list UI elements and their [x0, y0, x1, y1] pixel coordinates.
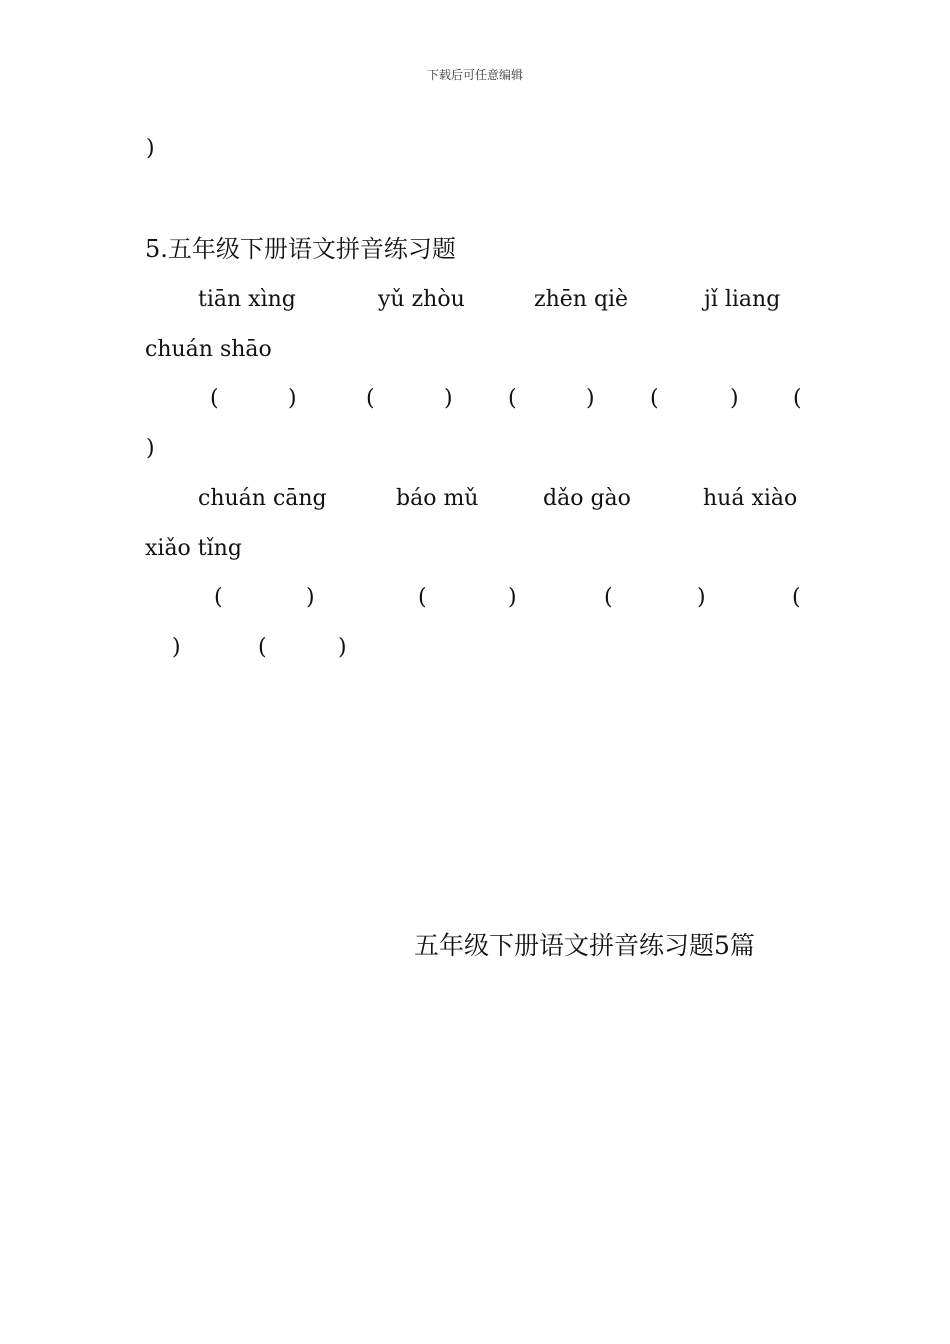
- answer-blank-close: ): [306, 585, 315, 610]
- answer-blank-open: (: [418, 585, 427, 610]
- pinyin-word: huá xiào: [703, 486, 798, 511]
- pinyin-word: yǔ zhòu: [378, 287, 465, 312]
- answer-blank-close: ): [146, 436, 155, 461]
- answer-blank-open: (: [366, 386, 375, 411]
- answer-blank-open: (: [258, 635, 267, 660]
- previous-blank-close: ): [146, 136, 155, 161]
- answer-blank-open: (: [650, 386, 659, 411]
- answer-blank-close: ): [730, 386, 739, 411]
- answer-blank-close: ): [586, 386, 595, 411]
- answer-blank-close: ): [172, 635, 181, 660]
- section-title: 5.五年级下册语文拼音练习题: [145, 235, 456, 263]
- pinyin-word: chuán shāo: [145, 337, 272, 362]
- answer-blank-open: (: [793, 386, 802, 411]
- answer-blank-open: (: [604, 585, 613, 610]
- answer-blank-close: ): [338, 635, 347, 660]
- pinyin-word: dǎo gào: [543, 486, 631, 511]
- pinyin-word: zhēn qiè: [534, 287, 629, 312]
- document-title: 五年级下册语文拼音练习题5篇: [414, 931, 755, 960]
- pinyin-word: chuán cāng: [198, 486, 327, 511]
- page-header: 下载后可任意编辑: [426, 68, 523, 82]
- answer-blank-open: (: [210, 386, 219, 411]
- pinyin-word: tiān xìng: [198, 287, 296, 312]
- answer-blank-open: (: [214, 585, 223, 610]
- answer-blank-close: ): [697, 585, 706, 610]
- pinyin-word: jǐ liang: [704, 287, 781, 312]
- answer-blank-close: ): [444, 386, 453, 411]
- answer-blank-close: ): [508, 585, 517, 610]
- pinyin-word: xiǎo tǐng: [145, 536, 242, 561]
- answer-blank-open: (: [508, 386, 517, 411]
- pinyin-word: báo mǔ: [396, 486, 479, 511]
- answer-blank-close: ): [288, 386, 297, 411]
- answer-blank-open: (: [792, 585, 801, 610]
